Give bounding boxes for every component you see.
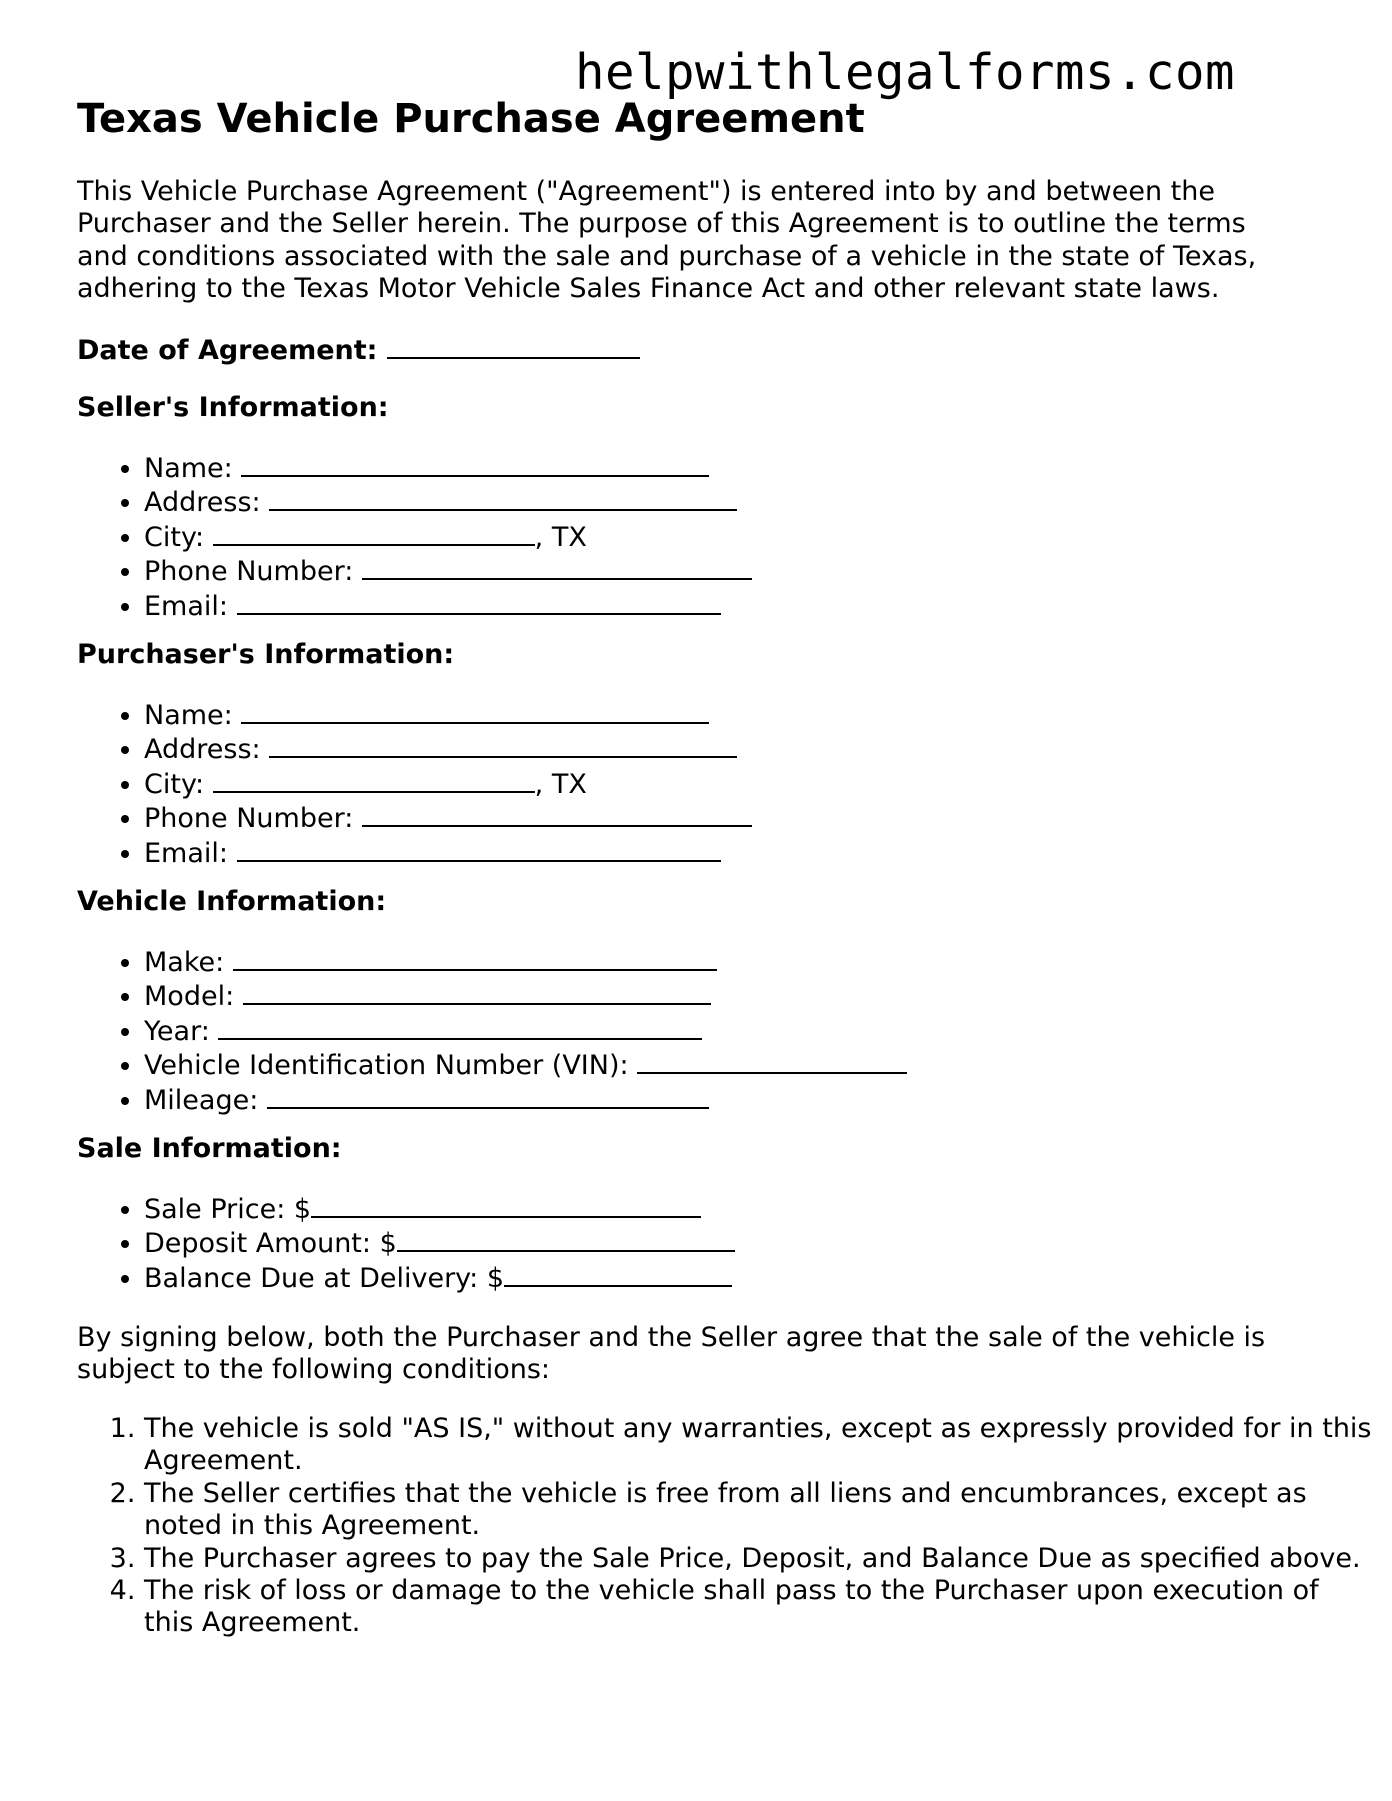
list-item bbox=[144, 520, 752, 554]
vehicle-mileage-label: Mileage: bbox=[144, 1084, 259, 1116]
sale-price-label: Sale Price: $ bbox=[144, 1194, 312, 1225]
sale-price-blank[interactable] bbox=[311, 1192, 701, 1218]
vehicle-make-blank[interactable] bbox=[233, 945, 717, 971]
seller-address-label: Address: bbox=[144, 487, 261, 519]
vehicle-fields-list bbox=[77, 945, 907, 1117]
purchaser-name-label: Name: bbox=[144, 700, 233, 731]
vehicle-model-label: Model: bbox=[144, 981, 235, 1013]
purchaser-address-blank[interactable] bbox=[269, 732, 737, 758]
date-of-agreement-blank[interactable] bbox=[387, 333, 640, 359]
list-item bbox=[144, 945, 907, 979]
list-item bbox=[144, 801, 752, 835]
seller-phone-blank[interactable] bbox=[362, 554, 752, 580]
seller-email-label: Email: bbox=[144, 590, 229, 622]
list-item bbox=[144, 698, 752, 732]
purchaser-phone-blank[interactable] bbox=[362, 801, 752, 827]
list-item bbox=[144, 1226, 735, 1260]
purchaser-name-blank[interactable] bbox=[241, 698, 709, 724]
list-item bbox=[144, 1083, 907, 1117]
seller-phone-label: Phone Number: bbox=[144, 556, 354, 588]
vehicle-year-blank[interactable] bbox=[218, 1014, 702, 1040]
vehicle-vin-blank[interactable] bbox=[637, 1048, 907, 1074]
purchaser-address-label: Address: bbox=[144, 734, 261, 766]
purchaser-state-suffix: , TX bbox=[534, 768, 587, 800]
list-item: 2. The Seller certifies that the vehicle is free from all liens and encumbrances, except as noted in this Agreement. bbox=[144, 1478, 1374, 1543]
seller-name-blank[interactable] bbox=[241, 451, 709, 477]
site-watermark: helpwithlegalforms.com bbox=[575, 44, 1236, 101]
deposit-amount-blank[interactable] bbox=[397, 1226, 735, 1252]
vehicle-mileage-blank[interactable] bbox=[267, 1083, 709, 1109]
list-item bbox=[144, 767, 752, 801]
sale-heading: Sale Information: bbox=[77, 1133, 342, 1164]
list-item: 1. The vehicle is sold "AS IS," without any warranties, except as expressly provided for in this Agreement. bbox=[144, 1413, 1374, 1478]
seller-address-blank[interactable] bbox=[269, 485, 737, 511]
list-item bbox=[144, 979, 907, 1013]
vehicle-make-label: Make: bbox=[144, 947, 225, 978]
purchaser-fields-list bbox=[77, 698, 752, 870]
date-of-agreement-field[interactable] bbox=[77, 333, 640, 367]
list-item bbox=[144, 451, 752, 485]
list-item bbox=[144, 1261, 735, 1295]
list-item bbox=[144, 732, 752, 766]
balance-due-blank[interactable] bbox=[504, 1261, 732, 1287]
purchaser-city-label: City: bbox=[144, 768, 205, 800]
purchaser-email-blank[interactable] bbox=[237, 836, 721, 862]
list-item bbox=[144, 836, 752, 870]
list-item bbox=[144, 485, 752, 519]
conditions-list bbox=[77, 1413, 1374, 1640]
vehicle-vin-label: Vehicle Identification Number (VIN): bbox=[144, 1050, 629, 1082]
purchaser-email-label: Email: bbox=[144, 837, 229, 869]
list-item bbox=[144, 589, 752, 623]
vehicle-year-label: Year: bbox=[144, 1015, 210, 1047]
closing-paragraph: By signing below, both the Purchaser and the Seller agree that the sale of the vehicle is subject to the following conditions: bbox=[77, 1322, 1266, 1386]
list-item bbox=[144, 1014, 907, 1048]
seller-email-blank[interactable] bbox=[237, 589, 721, 615]
seller-heading: Seller's Information: bbox=[77, 392, 389, 423]
purchaser-heading: Purchaser's Information: bbox=[77, 639, 455, 670]
seller-city-blank[interactable] bbox=[213, 520, 535, 546]
purchaser-phone-label: Phone Number: bbox=[144, 803, 354, 835]
seller-fields-list bbox=[77, 451, 752, 623]
purchaser-city-blank[interactable] bbox=[213, 767, 535, 793]
seller-name-label: Name: bbox=[144, 453, 233, 484]
list-item: 4. The risk of loss or damage to the vehicle shall pass to the Purchaser upon execution of this Agreement. bbox=[144, 1575, 1374, 1640]
list-item: 3. The Purchaser agrees to pay the Sale Price, Deposit, and Balance Due as specified above. bbox=[144, 1543, 1374, 1575]
document-title: Texas Vehicle Purchase Agreement bbox=[77, 96, 865, 142]
vehicle-heading: Vehicle Information: bbox=[77, 886, 387, 917]
deposit-amount-label: Deposit Amount: $ bbox=[144, 1228, 397, 1260]
list-item bbox=[144, 1192, 735, 1226]
date-of-agreement-label: Date of Agreement: bbox=[77, 335, 378, 366]
seller-state-suffix: , TX bbox=[534, 521, 587, 553]
list-item bbox=[144, 554, 752, 588]
balance-due-label: Balance Due at Delivery: $ bbox=[144, 1262, 505, 1294]
seller-city-label: City: bbox=[144, 521, 205, 553]
sale-fields-list bbox=[77, 1192, 735, 1295]
vehicle-model-blank[interactable] bbox=[243, 979, 711, 1005]
intro-paragraph: This Vehicle Purchase Agreement ("Agreement") is entered into by and between the Purchaser and the Seller herein. The purpose of this Agreement is to outline the terms and conditions associated with the sale and purchase of a vehicle in the state of Texas, adhering to the Texas Motor Vehicle Sales Finance Act and other relevant state laws. bbox=[77, 176, 1257, 305]
list-item bbox=[144, 1048, 907, 1082]
